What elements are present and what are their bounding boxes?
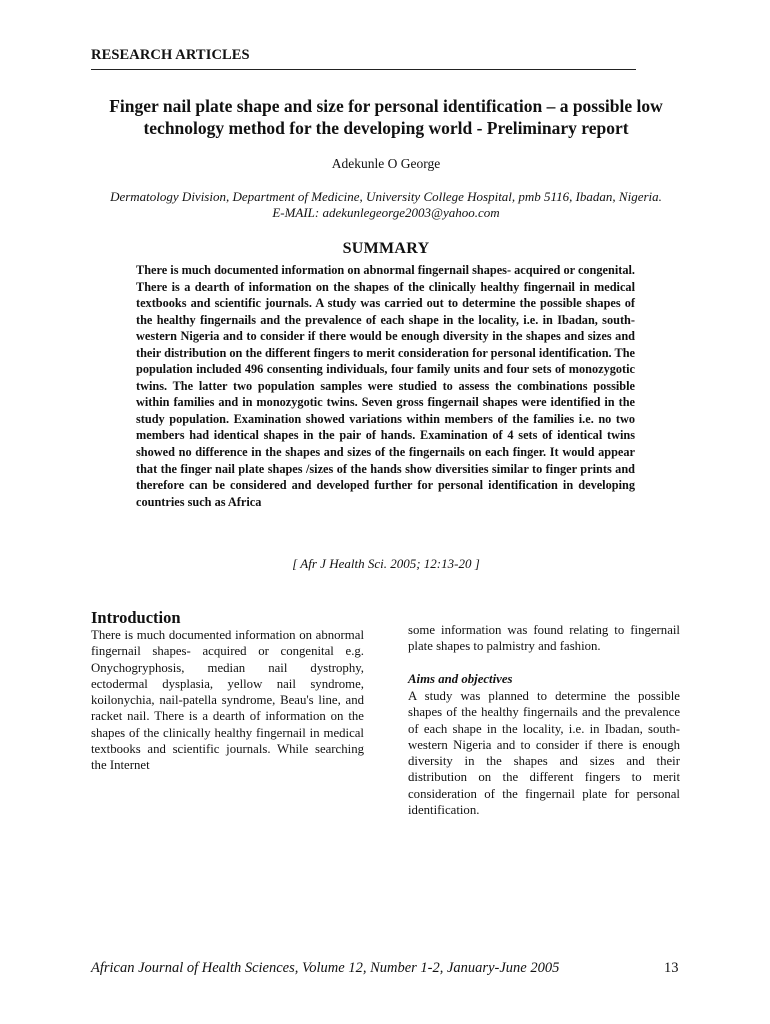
author-email: E-MAIL: adekunlegeorge2003@yahoo.com: [272, 205, 500, 220]
footer-journal-citation: African Journal of Health Sciences, Volume 12, Number 1-2, January-June 2005: [91, 960, 560, 976]
introduction-text-left: There is much documented information on abnormal fingernail shapes- acquired or congenital e.g. Onychogryphosis, median nail dystrophy, ectodermal dysplasia, yellow nail syndrome, koilonychia, nail-patella syndrome, Beau's line, and racket nail. There is a dearth of information on the shapes of the clinically healthy fingernail in medical textbooks and scientific journals. While searching the Internet: [91, 628, 364, 773]
affiliation: Dermatology Division, Department of Medicine, University College Hospital, pmb 5116, Ibadan, Nigeria.: [110, 189, 662, 204]
title-line-2: technology method for the developing world - Preliminary report: [143, 118, 629, 138]
citation: [ Afr J Health Sci. 2005; 12:13-20 ]: [292, 556, 480, 571]
article-title: [91, 95, 681, 139]
page-number: 13: [664, 960, 679, 976]
affiliation-block: [85, 189, 687, 221]
introduction-text-right: some information was found relating to fingernail plate shapes to palmistry and fashion.: [408, 623, 680, 654]
header-rule: [91, 69, 636, 70]
summary-text: There is much documented information on abnormal fingernail shapes- acquired or congenital. There is a dearth of information on the shapes of the clinically healthy fingernail in medical textbooks and scientific journals. A study was carried out to determine the possible shapes of the healthy fingernails and the prevalence of each shape in the locality, i.e. in Ibadan, south-western Nigeria and to consider if there would be enough diversity in the shapes and sizes and their distribution on the different fingers to merit consideration for personal identification. The population included 496 consenting individuals, four family units and four sets of monozygotic twins. The latter two population samples were studied to assess the combinations possible within families and in monozygotic twins. Seven gross fingernail shapes were identified in the study population. Examination showed variations within members of the families i.e. no two members had identical shapes in the pair of hands. Examination of 4 sets of identical twins showed no difference in the shapes and sizes of the fingernails on each finger. It would appear that the finger nail plate shapes /sizes of the hands show diversities similar to finger prints and therefore can be considered and developed further for personal identification in developing countries such as Africa: [136, 263, 635, 509]
introduction-heading: Introduction: [91, 608, 181, 627]
summary-heading: SUMMARY: [342, 240, 430, 257]
aims-heading: Aims and objectives: [408, 672, 513, 686]
section-heading: RESEARCH ARTICLES: [91, 47, 250, 63]
aims-text: A study was planned to determine the possible shapes of the healthy fingernails and the prevalence of each shape in the locality, i.e. in Ibadan, south-western Nigeria and to consider if there is enough diversity in the shapes and sizes and their distribution on the different fingers to merit consideration of the fingernail plate for personal identification.: [408, 689, 680, 818]
author-name: Adekunle O George: [331, 156, 441, 171]
title-line-1: Finger nail plate shape and size for personal identification – a possible low: [109, 96, 663, 116]
